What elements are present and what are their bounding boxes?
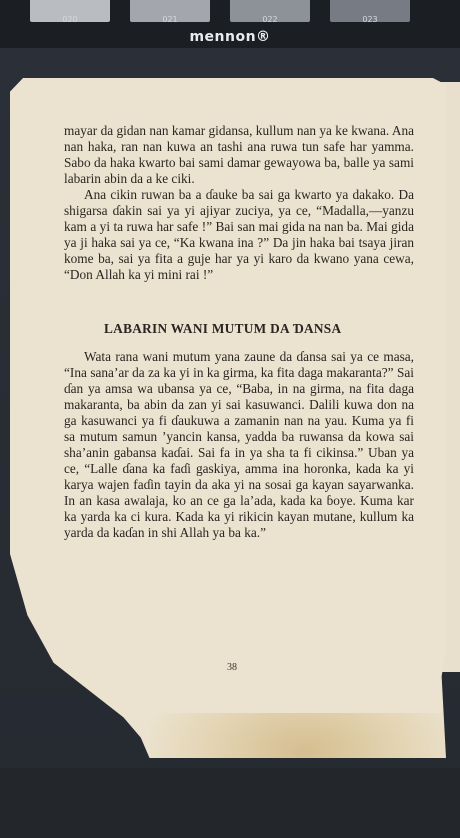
paragraph: Wata rana wani mutum yana zaune da ɗansa sai ya ce masa, “Ina sana’ar da za ka yi in ka girma, ka fita daga makaranta?” Sai ɗan ya amsa wa ubansa ya ce, “Baba, in na girma, na fita daga makaranta, ba abin da zan yi sai kasuwanci. Dalili kuwa don na ga kasuwanci ya fi ɗaukuwa a zamanin nan na yau. Kuma ya fi sa mutum samun ’yancin kansa, yadda ba ruwansa da kowa sai sha’anin gabansa kaɗai. Sai fa in ya sha ta fi cikinsa.” Uban ya ce, “Lalle ɗana ka faɗi gaskiya, amma ina horonka, kada ka yi karya wajen faɗin tayin da aka yi na sosai ga kayan sayarwanka. In an kasa awalaja, ko an ce ga la’ada, kada ka ɓoye. Kuma kar ka yarda ka ci kura. Kada ka yi rikicin kayan mutane, kullum ka yarda da kaɗan in shi Allah ya ba ka.” <box>64 349 414 540</box>
page-text <box>64 123 414 541</box>
page-number: 38 <box>227 662 237 673</box>
paragraph: mayar da gidan nan kamar gidansa, kullum nan ya ke kwana. Ana nan haka, ran nan kuwa an tashi ana ruwa tun safe har yamma. Sabo da haka kwarto bai sami damar gewayowa ba, balle ya sami labarin abin da a ke ciki. <box>64 123 414 186</box>
patch-label: 020 <box>62 15 78 24</box>
patch-label: 023 <box>362 15 378 24</box>
paragraph: Ana cikin ruwan ba a ɗauke ba sai ga kwarto ya dakako. Da shigarsa ɗakin sai ya yi ajiyar zuciya, ya ce, “Madalla,—yanzu kam a yi ta ruwa har safe !” Bai san mai gida na nan ba. Mai gida ya ji haka sai ya ce, “Ka kwana ina ?” Da jin haka bai tsaya jiran kome ba, sai ya fita a guje har ya yi karo da kwano yana cewa, “Don Allah ka yi mini rai !” <box>64 187 414 282</box>
brand-logo: mennon® <box>189 29 271 45</box>
patch-label: 021 <box>162 15 178 24</box>
patch-label: 022 <box>262 15 278 24</box>
section-heading: LABARIN WANI MUTUM DA ƊANSA <box>104 321 342 336</box>
water-stain <box>150 713 460 838</box>
color-checker-strip <box>0 0 460 48</box>
